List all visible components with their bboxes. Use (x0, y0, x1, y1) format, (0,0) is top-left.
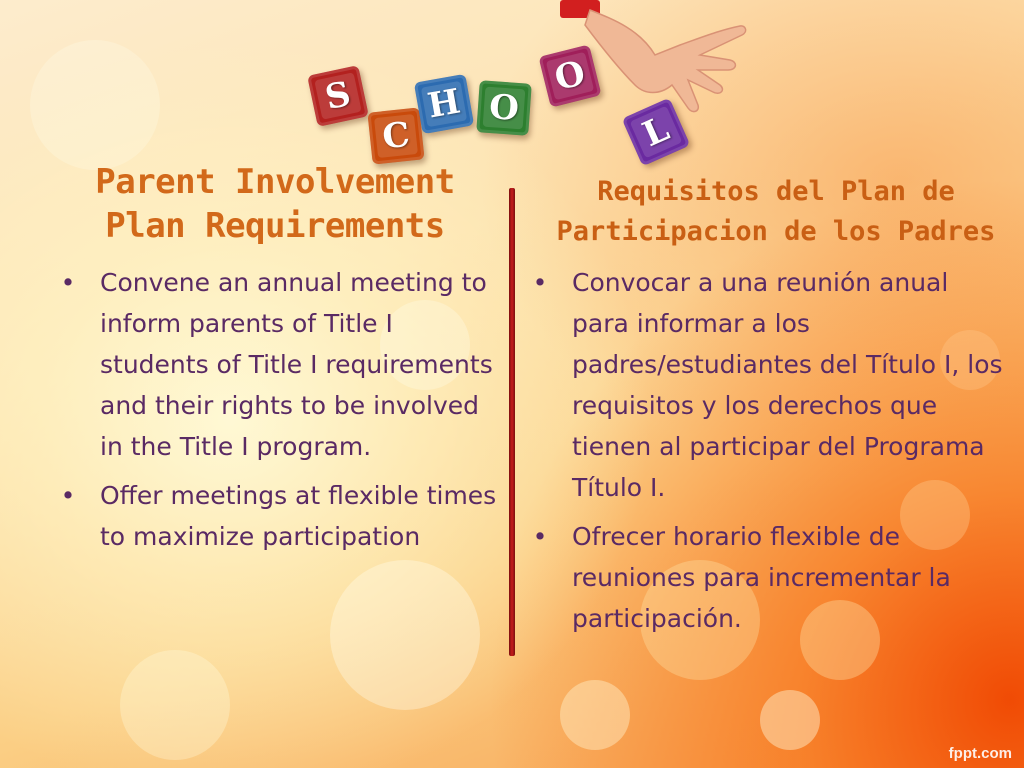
bokeh-circle (30, 40, 160, 170)
bullet-text: Offer meetings at flexible times to maximize participation (100, 481, 497, 551)
heading-spanish-line1: Requisitos del Plan de (597, 176, 955, 207)
list-item (530, 262, 1010, 508)
bokeh-circle (760, 690, 820, 750)
list-item (58, 262, 498, 467)
list-item (530, 516, 1010, 639)
bokeh-circle (120, 650, 230, 760)
english-bullet-list (58, 262, 498, 565)
letter-block-o: O (538, 44, 601, 107)
bullet-icon: • (532, 522, 548, 551)
letter-block-c: C (367, 107, 424, 164)
school-blocks (300, 40, 720, 170)
heading-english (60, 160, 490, 248)
heading-english-line1: Parent Involvement (95, 162, 455, 202)
heading-spanish-line2: Participacion de los Padres (556, 216, 996, 247)
heading-spanish (536, 172, 1016, 252)
letter-block-s: S (307, 65, 369, 127)
column-divider (509, 188, 515, 656)
letter-block-l: L (622, 98, 691, 167)
bullet-text: Convene an annual meeting to inform parents of Title I students of Title I requirements and their rights to be involved in the Title I program. (100, 268, 493, 461)
bullet-text: Ofrecer horario flexible de reuniones para incrementar la participación. (572, 522, 951, 633)
heading-english-line2: Plan Requirements (105, 206, 445, 246)
letter-block-h: H (414, 74, 474, 134)
brand-watermark: fppt.com (948, 745, 1012, 762)
bokeh-circle (560, 680, 630, 750)
bullet-icon: • (532, 268, 548, 297)
bullet-text: Convocar a una reunión anual para informar a los padres/estudiantes del Título I, los requisitos y los derechos que tienen al participar del Programa Título I. (572, 268, 1003, 502)
list-item (58, 475, 498, 557)
letter-block-o: O (476, 80, 532, 136)
bullet-icon: • (60, 481, 76, 510)
spanish-bullet-list (530, 262, 1010, 647)
bokeh-circle (330, 560, 480, 710)
bullet-icon: • (60, 268, 76, 297)
